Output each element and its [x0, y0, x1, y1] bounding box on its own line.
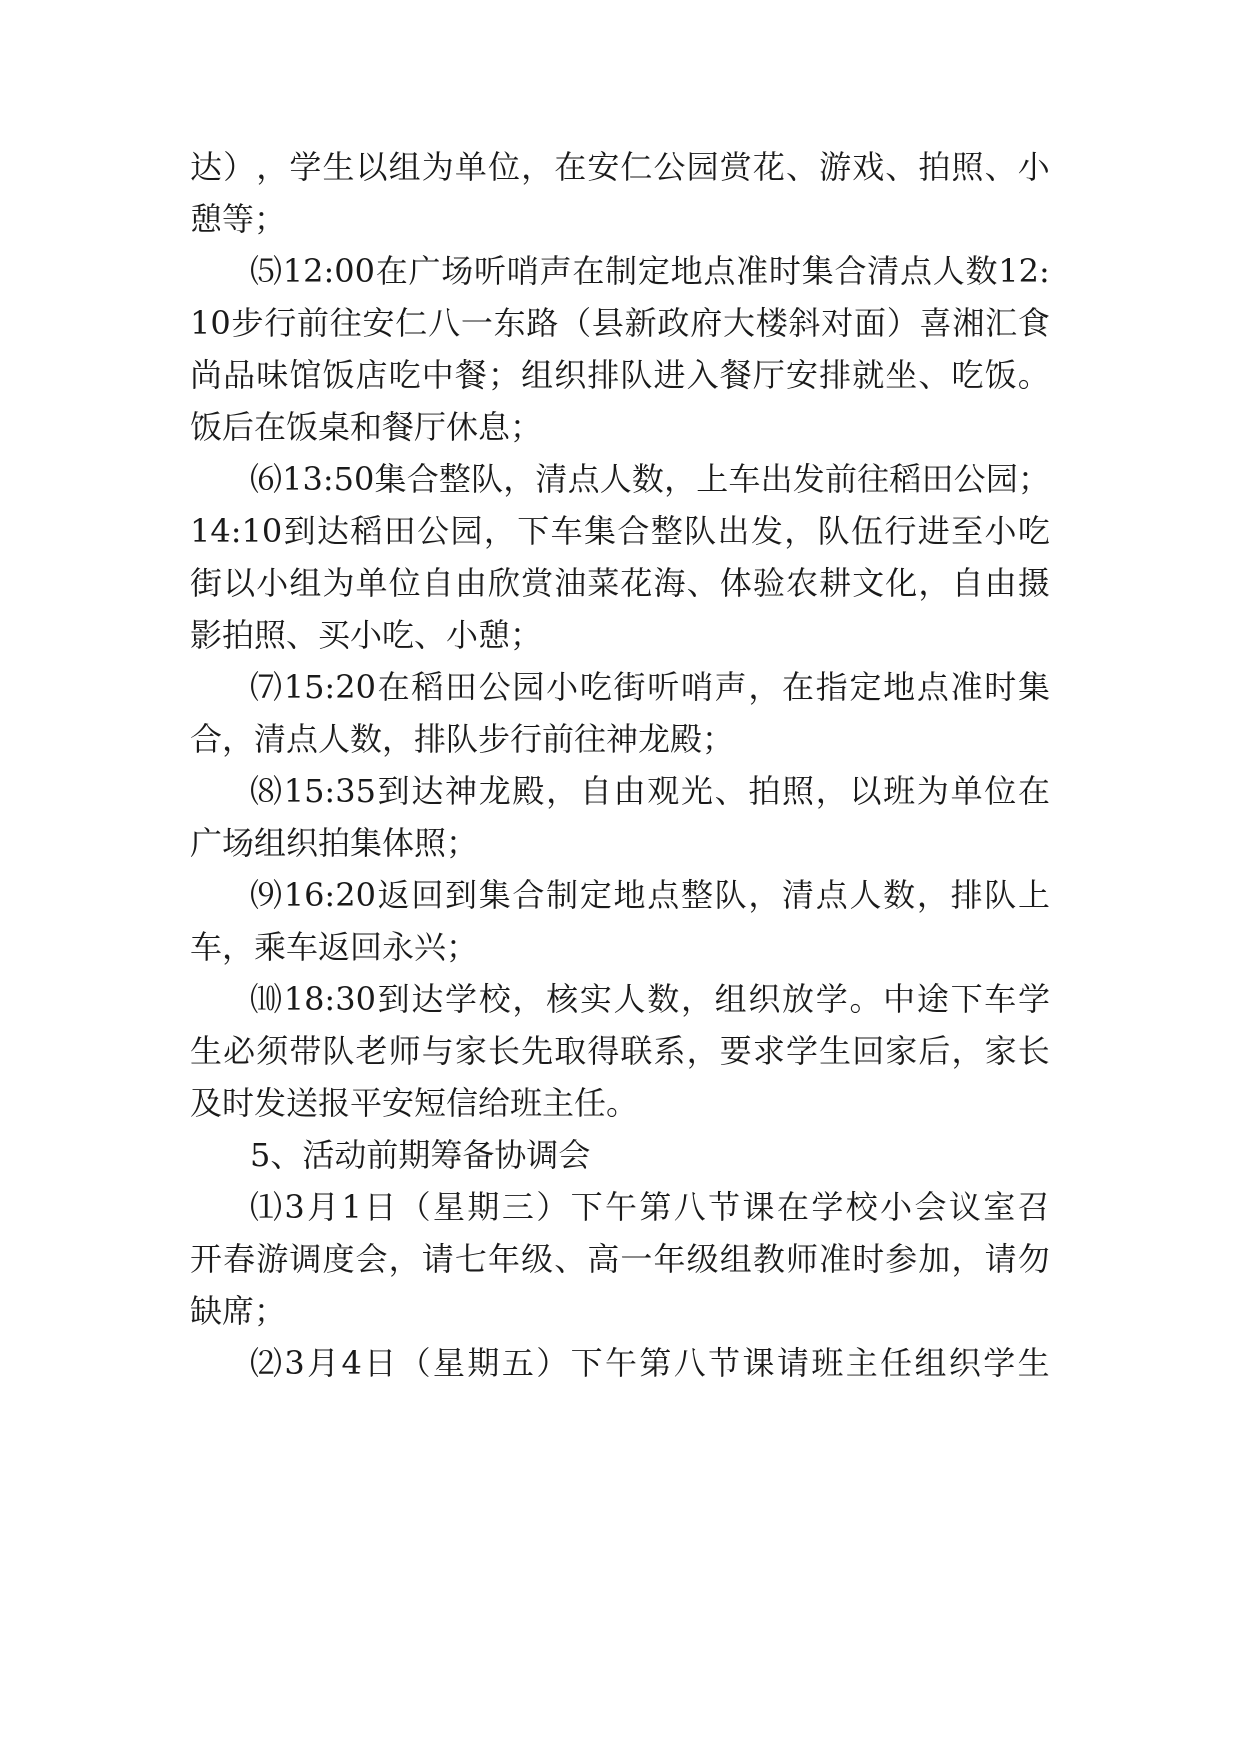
text-line: ⑻ 15:35 到 达 神 龙 殿 ， 自 由 观 光 、 拍 照 ， 以 班 为 单 位 在 — [250, 772, 1050, 810]
text-line: 及时发送报平安短信给班主任。 — [190, 1084, 639, 1122]
section-heading: 5、活动前期筹备协调会 — [250, 1136, 591, 1174]
text-line: ⑺ 15:20 在 稻 田 公 园 小 吃 街 听 哨 声 ， 在 指 定 地 点 准 时 集 — [250, 668, 1050, 706]
text-line: 14:10 到 达 稻 田 公 园 ， 下 车 集 合 整 队 出 发 ， 队 伍 行 进 至 小 吃 — [190, 512, 1050, 550]
text-line: ⑼ 16:20 返 回 到 集 合 制 定 地 点 整 队 ， 清 点 人 数 ， 排 队 上 — [250, 876, 1050, 914]
text-line: ⑴ 3 月 1 日 （ 星 期 三 ） 下 午 第 八 节 课 在 学 校 小 会 议 室 召 — [250, 1188, 1050, 1226]
text-line: 开 春 游 调 度 会 ， 请 七 年 级 、 高 一 年 级 组 教 师 准 时 参 加 ， 请 勿 — [190, 1240, 1050, 1278]
text-line: 缺席； — [190, 1292, 287, 1330]
text-line: ⑸ 12:00 在 广 场 听 哨 声 在 制 定 地 点 准 时 集 合 清 点 人 数 12: — [250, 252, 1050, 290]
text-line: 10 步 行 前 往 安 仁 八 一 东 路 （ 县 新 政 府 大 楼 斜 对 面 ） 喜 湘 汇 食 — [190, 304, 1050, 342]
text-line: ⑽ 18:30 到 达 学 校 ， 核 实 人 数 ， 组 织 放 学 。 中 途 下 车 学 — [250, 980, 1050, 1018]
text-line: 尚 品 味 馆 饭 店 吃 中 餐 ； 组 织 排 队 进 入 餐 厅 安 排 就 坐 、 吃 饭 。 — [190, 356, 1050, 394]
text-line: ⑹ 13:50 集 合 整 队 ， 清 点 人 数 ， 上 车 出 发 前 往 稻 田 公 园 ； — [250, 460, 1050, 498]
text-line: 合，清点人数，排队步行前往神龙殿； — [190, 720, 735, 758]
text-line: 影拍照、买小吃、小憩； — [190, 616, 543, 654]
text-line: 饭后在饭桌和餐厅休息； — [190, 408, 543, 446]
text-line: 街 以 小 组 为 单 位 自 由 欣 赏 油 菜 花 海 、 体 验 农 耕 文 化 ， 自 由 摄 — [190, 564, 1050, 602]
text-line: 憩等； — [190, 200, 287, 238]
text-line: 车，乘车返回永兴； — [190, 928, 479, 966]
text-line: 广场组织拍集体照； — [190, 824, 479, 862]
text-line: ⑵ 3 月 4 日 （ 星 期 五 ） 下 午 第 八 节 课 请 班 主 任 组 织 学 生 — [250, 1344, 1050, 1382]
text-line: 达 ） ， 学 生 以 组 为 单 位 ， 在 安 仁 公 园 赏 花 、 游 戏 、 拍 照 、 小 — [190, 148, 1050, 186]
text-line: 生 必 须 带 队 老 师 与 家 长 先 取 得 联 系 ， 要 求 学 生 回 家 后 ， 家 长 — [190, 1032, 1050, 1070]
